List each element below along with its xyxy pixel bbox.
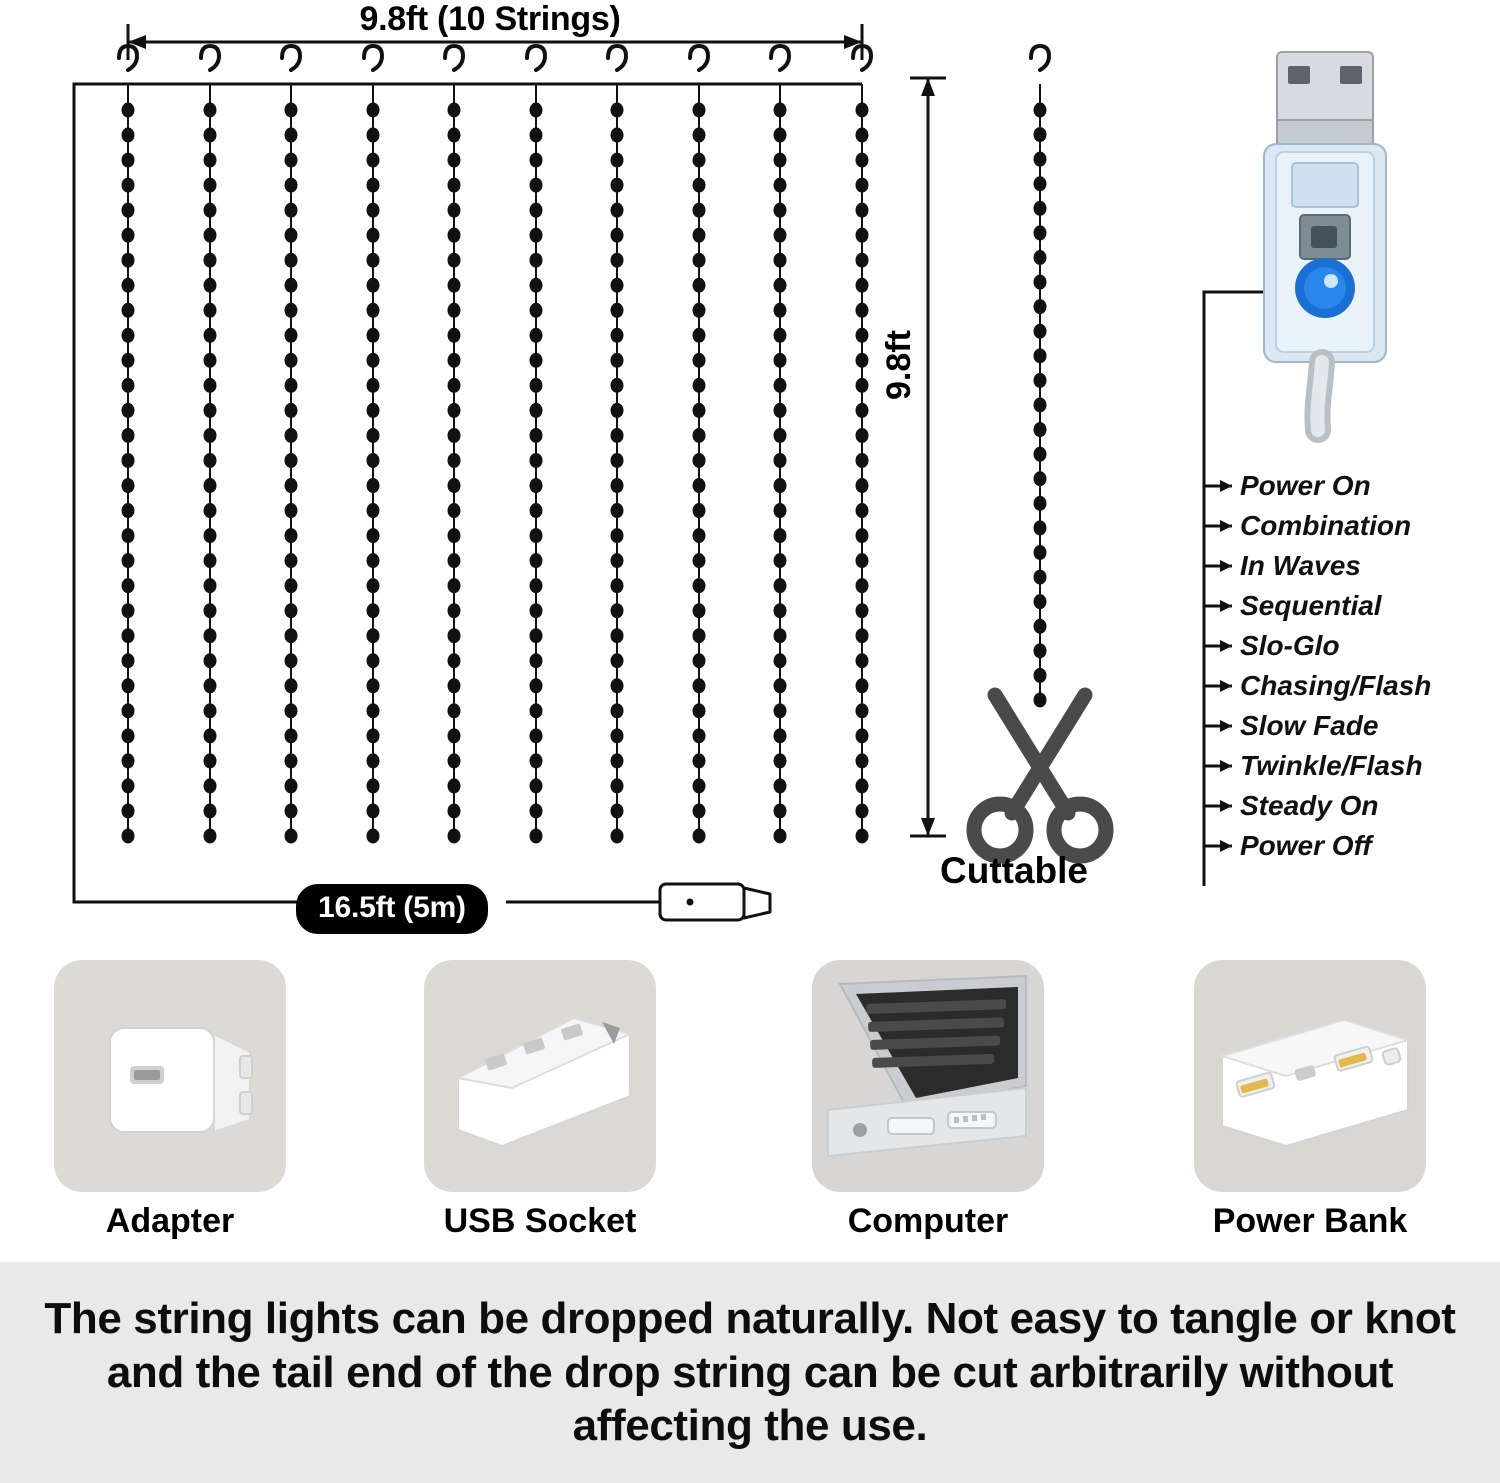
cable-length-label: 16.5ft (5m): [296, 884, 488, 934]
banner-text: The string lights can be dropped naturally. Not easy to tangle or knot and the tail end of the drop string can be cut arbitrarily without affecting the use.: [44, 1293, 1456, 1451]
mode-item-slow-fade: Slow Fade: [1240, 710, 1379, 741]
usb-socket-caption: USB Socket: [443, 1202, 637, 1240]
power-source-row: [0, 960, 1500, 1250]
mode-item-sequential: Sequential: [1240, 590, 1382, 621]
adapter-thumbnail: [54, 960, 286, 1192]
power-bank-thumbnail: [1194, 960, 1426, 1192]
cuttable-label: Cuttable: [940, 850, 1088, 891]
power-source-power-bank: [1160, 960, 1460, 1241]
side-dimension-arrow: [910, 78, 946, 836]
computer-thumbnail: [812, 960, 1044, 1192]
power-source-computer: [778, 960, 1078, 1241]
mode-item-twinkle-flash: Twinkle/Flash: [1240, 750, 1423, 781]
light-string: [364, 46, 382, 844]
light-string: [608, 46, 626, 844]
mode-item-combination: Combination: [1240, 510, 1412, 541]
usb-controller-illustration: [1264, 52, 1386, 430]
mode-item-in-waves: In Waves: [1240, 550, 1361, 581]
usb-socket-thumbnail: [424, 960, 656, 1192]
light-string: [119, 46, 137, 844]
mode-item-steady-on: Steady On: [1240, 790, 1379, 821]
light-string: [527, 46, 545, 844]
backbone-wire: [74, 84, 862, 902]
mode-item-slo-glo: Slo-Glo: [1240, 630, 1340, 661]
side-dimension-label: 9.8ft: [880, 330, 918, 400]
bottom-banner: [0, 1262, 1500, 1483]
power-source-usb-socket: [390, 960, 690, 1241]
usb-plug-end: [660, 884, 770, 920]
adapter-caption: Adapter: [105, 1202, 235, 1240]
light-strings: [119, 46, 871, 844]
cuttable-string: [1031, 46, 1049, 708]
light-string: [282, 46, 300, 844]
light-string: [690, 46, 708, 844]
scissors-icon: [974, 695, 1106, 856]
power-source-adapter: [20, 960, 320, 1241]
computer-caption: Computer: [847, 1202, 1009, 1240]
power-bank-caption: Power Bank: [1212, 1202, 1408, 1240]
mode-item-power-on: Power On: [1240, 470, 1371, 501]
mode-item-power-off: Power Off: [1240, 830, 1372, 861]
light-string: [201, 46, 219, 844]
light-string: [853, 46, 871, 844]
mode-item-chasing-flash: Chasing/Flash: [1240, 670, 1432, 701]
lighting-mode-list: [1240, 466, 1490, 866]
top-dimension-label: 9.8ft (10 Strings): [359, 0, 621, 38]
light-string: [445, 46, 463, 844]
light-string: [771, 46, 789, 844]
